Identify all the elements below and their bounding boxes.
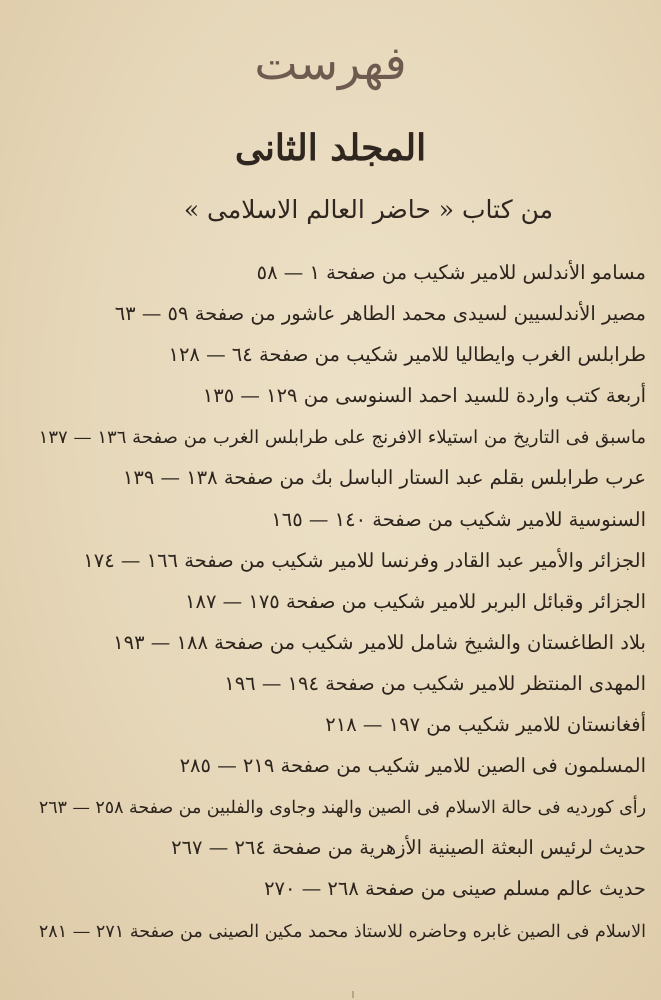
volume-heading: المجلد الثانى (234, 127, 427, 169)
toc-entry-text: أفغانستان للامير شكيب من ١٩٧ — ٢١٨ (325, 713, 646, 737)
toc-entry-text: الجزائر وقبائل البربر للامير شكيب من صفحة ١٧٥ — ١٨٧ (185, 589, 646, 613)
toc-entry-text: مسامو الأندلس للامير شكيب من صفحة ١ — ٥٨ (256, 261, 646, 284)
toc-entry-text: عرب طرابلس بقلم عبد الستار الباسل بك من صفحة ١٣٨ — ١٣٩ (122, 466, 646, 490)
toc-list (26, 252, 646, 951)
toc-entry (26, 704, 646, 745)
toc-entry-text: ماسبق فى التاريخ من استيلاء الافرنج على طرابلس الغرب من صفحة ١٣٦ — ١٣٧ (38, 427, 646, 449)
page-edge-mark (352, 991, 354, 998)
toc-entry (26, 622, 646, 663)
toc-entry (26, 540, 646, 581)
toc-entry (26, 334, 646, 375)
toc-entry (26, 786, 646, 827)
toc-entry-text: رأى كورديه فى حالة الاسلام فى الصين والهند وجاوى والفلبين من صفحة ٢٥٨ — ٢٦٣ (38, 798, 646, 819)
toc-entry (26, 252, 646, 293)
toc-entry (26, 910, 646, 951)
page-title: فهرست (254, 36, 407, 90)
toc-entry-text: أربعة كتب واردة للسيد احمد السنوسى من ١٢٩ — ١٣٥ (202, 384, 646, 408)
toc-entry (26, 745, 646, 786)
toc-entry (26, 868, 646, 909)
toc-entry-text: المسلمون فى الصين للامير شكيب من صفحة ٢١٩ — ٢٨٥ (179, 754, 646, 778)
toc-entry-text: الاسلام فى الصين غابره وحاضره للاستاذ محمد مكين الصينى من صفحة ٢٧١ — ٢٨١ (38, 921, 646, 942)
toc-entry (26, 827, 646, 868)
toc-entry-text: حديث لرئيس البعثة الصينية الأزهرية من صفحة ٢٦٤ — ٢٦٧ (171, 836, 646, 860)
toc-entry (26, 663, 646, 704)
toc-entry (26, 416, 646, 457)
toc-entry-text: المهدى المنتظر للامير شكيب من صفحة ١٩٤ — ١٩٦ (224, 671, 646, 695)
source-line: من كتاب « حاضر العالم الاسلامى » (183, 195, 553, 224)
toc-entry (26, 499, 646, 540)
toc-entry (26, 375, 646, 416)
toc-entry-text: بلاد الطاغستان والشيخ شامل للامير شكيب من صفحة ١٨٨ — ١٩٣ (113, 630, 646, 654)
toc-entry-text: طرابلس الغرب وايطاليا للامير شكيب من صفحة ٦٤ — ١٢٨ (168, 343, 646, 367)
toc-entry (26, 457, 646, 498)
toc-entry (26, 581, 646, 622)
toc-entry (26, 293, 646, 334)
toc-entry-text: السنوسية للامير شكيب من صفحة ١٤٠ — ١٦٥ (271, 507, 646, 531)
toc-entry-text: حديث عالم مسلم صينى من صفحة ٢٦٨ — ٢٧٠ (264, 877, 646, 901)
toc-entry-text: مصير الأندلسيين لسيدى محمد الطاهر عاشور من صفحة ٥٩ — ٦٣ (114, 302, 646, 326)
toc-entry-text: الجزائر والأمير عبد القادر وفرنسا للامير شكيب من صفحة ١٦٦ — ١٧٤ (83, 548, 646, 572)
